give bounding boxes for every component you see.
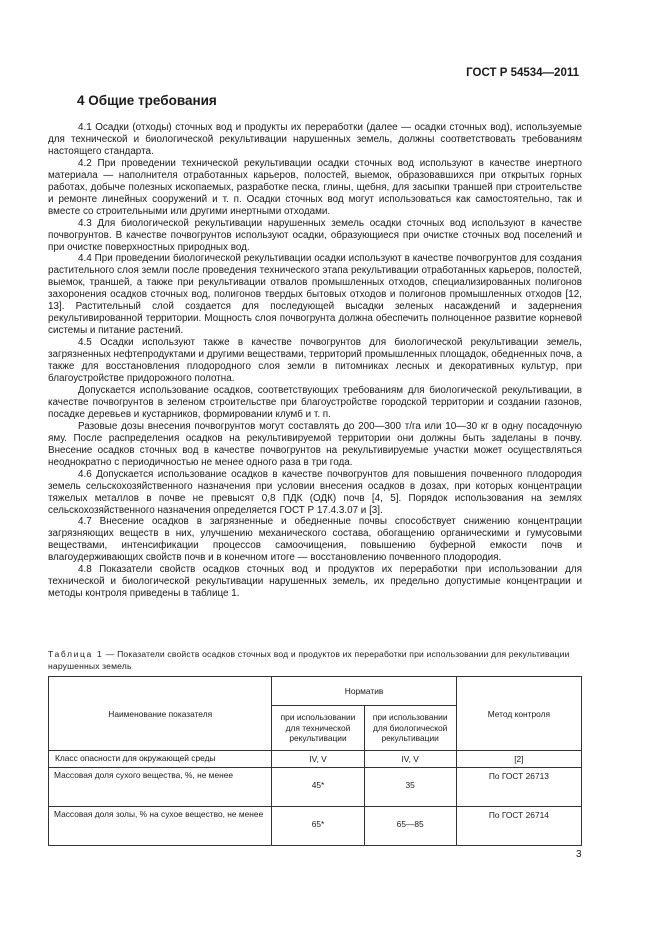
row-method: [2]	[456, 751, 581, 768]
row-technical: IV, V	[272, 751, 364, 768]
paragraph-4-2: 4.2 При проведении технической рекультивации осадки сточных вод используют в качестве инертного материала — наполнителя отработанных карьеров, полостей, выемок, образовавшихся при открытых горных работах, добыче полезных ископаемых, разработке песка, глины, щебня, для засыпки траншей при строительстве и ремонте линейных сооружений и т. п. Осадки сточных вод могут использоваться как самостоятельно, так и вместе со строительными или другими инертными отходами.	[48, 157, 582, 217]
table-caption-text: — Показатели свойств осадков сточных вод и продуктов их переработки при использовании для рекультивации нарушенных земель	[48, 649, 570, 671]
paragraph-4-5-cont-1: Допускается использование осадков, соответствующих требованиям для биологической рекультивации, в качестве почвогрунтов в зеленом строительстве при благоустройстве городской территории и создании газонов, посадке деревьев и кустарников, формировании клумб и т. п.	[48, 384, 582, 420]
row-method: По ГОСТ 26714	[456, 807, 581, 846]
paragraph-4-4: 4.4 При проведении биологической рекультивации осадки используют в качестве почвогрунтов для создания растительного слоя земли после проведения технического этапа рекультивации отработанных карьеров, полостей, выемок, траншей, а также при рекультивации отвалов промышленных отходов, специализированных полигонов захоронения осадков сточных вод, полигонов твердых бытовых отходов и полигонов промышленных отходов [12, 13]. Растительный слой создается для последующей высадки зеленых насаждений и задернения рекультивированной территории. Мощность слоя почвогрунта должна обеспечить полноценное развитие корневой системы и питание растений.	[48, 253, 582, 337]
header-technical: при использовании для технической рекультивации	[272, 706, 364, 751]
section-title: 4 Общие требования	[77, 93, 217, 108]
page-number: 3	[576, 849, 582, 860]
table-caption-label: Таблица 1	[48, 649, 104, 659]
row-method: По ГОСТ 26713	[456, 768, 581, 807]
document-header-standard: ГОСТ Р 54534—2011	[466, 67, 579, 79]
header-norm: Норматив	[272, 677, 456, 706]
row-technical: 65*	[272, 807, 364, 846]
indicators-table	[48, 676, 582, 846]
header-biological: при использовании для биологической рекультивации	[364, 706, 456, 751]
row-name: Массовая доля сухого вещества, %, не менее	[49, 768, 272, 807]
row-technical: 45*	[272, 768, 364, 807]
row-name: Массовая доля золы, % на сухое вещество, не менее	[49, 807, 272, 846]
paragraph-4-5: 4.5 Осадки используют также в качестве почвогрунтов для биологической рекультивации земель, загрязненных нефтепродуктами и другими веществами, территорий промышленных площадок, обедненных почв, а также для восстановления плодородного слоя земли в питомниках лесных и декоративных культур, при благоустройстве придорожного полотна.	[48, 337, 582, 385]
paragraph-4-6: 4.6 Допускается использование осадков в качестве почвогрунтов для повышения почвенного плодородия земель сельскохозяйственного назначения при условии внесения осадков в дозах, при которых концентрации тяжелых металлов в почве не превысят 0,8 ПДК (ОДК) почв [4, 5]. Порядок использования на землях сельскохозяйственного назначения определяется ГОСТ Р 17.4.3.07 и [3].	[48, 468, 582, 516]
table-caption	[48, 648, 582, 672]
paragraph-4-5-cont-2: Разовые дозы внесения почвогрунтов могут составлять до 200—300 т/га или 10—30 кг в одну посадочную яму. После распределения осадков на рекультивируемой территории они должны быть заделаны в почву. Внесение осадков сточных вод в качестве почвогрунтов на рекультивируемые участки может осуществляться неоднократно с периодичностью не менее одного раза в три года.	[48, 420, 582, 468]
row-name: Класс опасности для окружающей среды	[49, 751, 272, 768]
table-header-row	[49, 677, 582, 706]
table-row	[49, 807, 582, 846]
table-row	[49, 751, 582, 768]
paragraph-4-7: 4.7 Внесение осадков в загрязненные и обедненные почвы способствует снижению концентрации загрязняющих веществ в них, улучшению механического состава, обогащению органическими и гумусовыми веществами, интенсификации процессов самоочищения, повышению буферной емкости почв и влагоудерживающих свойств почв и в конечном итоге — восстановлению почвенного плодородия.	[48, 516, 582, 564]
table-row	[49, 768, 582, 807]
paragraph-4-3: 4.3 Для биологической рекультивации нарушенных земель осадки сточных вод используют в качестве почвогрунтов. В качестве почвогрунтов используют осадки, образующиеся при очистке сточных вод поселений и при очистке поверхностных природных вод.	[48, 217, 582, 253]
header-method: Метод контроля	[456, 677, 581, 751]
paragraph-4-1: 4.1 Осадки (отходы) сточных вод и продукты их переработки (далее — осадки сточных вод), используемые для технической и биологической рекультивации нарушенных земель, должны соответствовать требованиям настоящего стандарта.	[48, 122, 582, 157]
row-biological: 35	[364, 768, 456, 807]
header-indicator: Наименование показателя	[49, 677, 272, 751]
paragraph-4-8: 4.8 Показатели свойств осадков сточных вод и продуктов их переработки при использовании для технической и биологической рекультивации нарушенных земель, их предельно допустимые концентрации и методы контроля приведены в таблице 1.	[48, 564, 582, 600]
body-text	[48, 122, 582, 600]
row-biological: IV, V	[364, 751, 456, 768]
row-biological: 65—85	[364, 807, 456, 846]
